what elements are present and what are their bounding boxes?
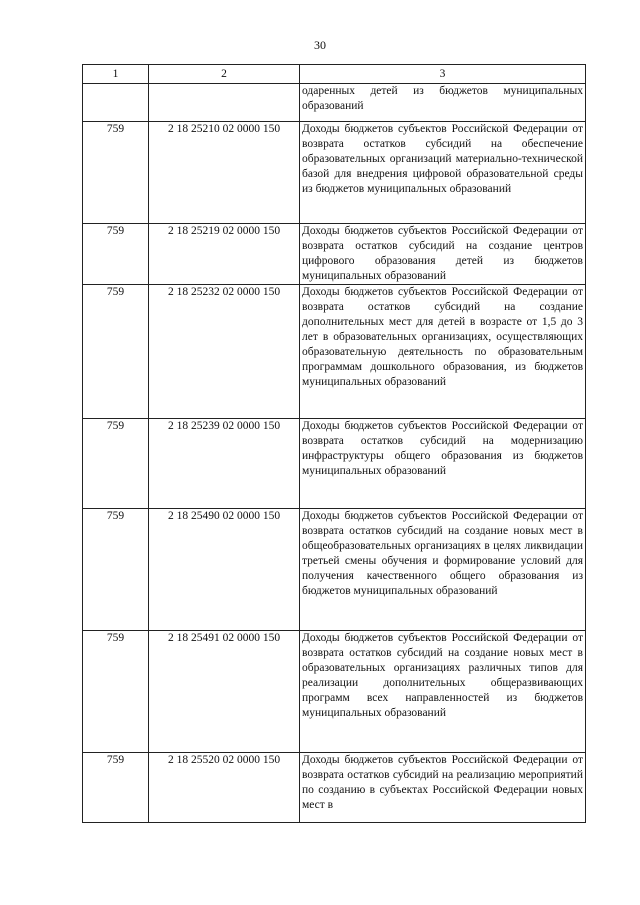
budget-code-cell: 2 18 25491 02 0000 150 bbox=[149, 631, 300, 753]
description-cell: Доходы бюджетов субъектов Российской Федерации от возврата остатков субсидий на создание новых мест в общеобразовательных организациях в целях ликвидации третьей смены обучения и формирование условий для получения качественного общего образования из бюджетов муниципальных образований bbox=[300, 509, 586, 631]
page-number: 30 bbox=[314, 38, 326, 52]
table-row bbox=[83, 122, 586, 224]
description-cell: одаренных детей из бюджетов муниципальных образований bbox=[300, 84, 586, 122]
admin-code-cell bbox=[83, 84, 149, 122]
column-header-1: 1 bbox=[83, 65, 149, 84]
table-row bbox=[83, 84, 586, 122]
table-row bbox=[83, 224, 586, 285]
budget-code-cell: 2 18 25232 02 0000 150 bbox=[149, 285, 300, 419]
admin-code-cell: 759 bbox=[83, 753, 149, 823]
table-row bbox=[83, 509, 586, 631]
budget-code-cell: 2 18 25219 02 0000 150 bbox=[149, 224, 300, 285]
budget-code-cell: 2 18 25520 02 0000 150 bbox=[149, 753, 300, 823]
table-row bbox=[83, 419, 586, 509]
admin-code-cell: 759 bbox=[83, 285, 149, 419]
budget-code-cell: 2 18 25490 02 0000 150 bbox=[149, 509, 300, 631]
column-header-3: 3 bbox=[300, 65, 586, 84]
description-cell: Доходы бюджетов субъектов Российской Федерации от возврата остатков субсидий на создание новых мест в образовательных организациях различных типов для реализации дополнительных общеразвивающих программ всех направленностей из бюджетов муниципальных образований bbox=[300, 631, 586, 753]
admin-code-cell: 759 bbox=[83, 224, 149, 285]
budget-code-cell bbox=[149, 84, 300, 122]
table-row bbox=[83, 753, 586, 823]
budget-code-cell: 2 18 25239 02 0000 150 bbox=[149, 419, 300, 509]
admin-code-cell: 759 bbox=[83, 509, 149, 631]
description-cell: Доходы бюджетов субъектов Российской Федерации от возврата остатков субсидий на обеспечение образовательных организаций материально-технической базой для внедрения цифровой образовательной среды из бюджетов муниципальных образований bbox=[300, 122, 586, 224]
description-cell: Доходы бюджетов субъектов Российской Федерации от возврата остатков субсидий на модернизацию инфраструктуры общего образования из бюджетов муниципальных образований bbox=[300, 419, 586, 509]
table-header-row bbox=[83, 65, 586, 84]
revenue-codes-table bbox=[82, 64, 586, 823]
description-cell: Доходы бюджетов субъектов Российской Федерации от возврата остатков субсидий на создание центров цифрового образования детей из бюджетов муниципальных образований bbox=[300, 224, 586, 285]
description-cell: Доходы бюджетов субъектов Российской Федерации от возврата остатков субсидий на создание дополнительных мест для детей в возрасте от 1,5 до 3 лет в образовательных организациях, осуществляющих образовательную деятельность по образовательным программам дошкольного образования, из бюджетов муниципальных образований bbox=[300, 285, 586, 419]
table-row bbox=[83, 631, 586, 753]
description-cell: Доходы бюджетов субъектов Российской Федерации от возврата остатков субсидий на реализацию мероприятий по созданию в субъектах Российской Федерации новых мест в bbox=[300, 753, 586, 823]
table-row bbox=[83, 285, 586, 419]
column-header-2: 2 bbox=[149, 65, 300, 84]
admin-code-cell: 759 bbox=[83, 631, 149, 753]
budget-code-cell: 2 18 25210 02 0000 150 bbox=[149, 122, 300, 224]
admin-code-cell: 759 bbox=[83, 122, 149, 224]
admin-code-cell: 759 bbox=[83, 419, 149, 509]
